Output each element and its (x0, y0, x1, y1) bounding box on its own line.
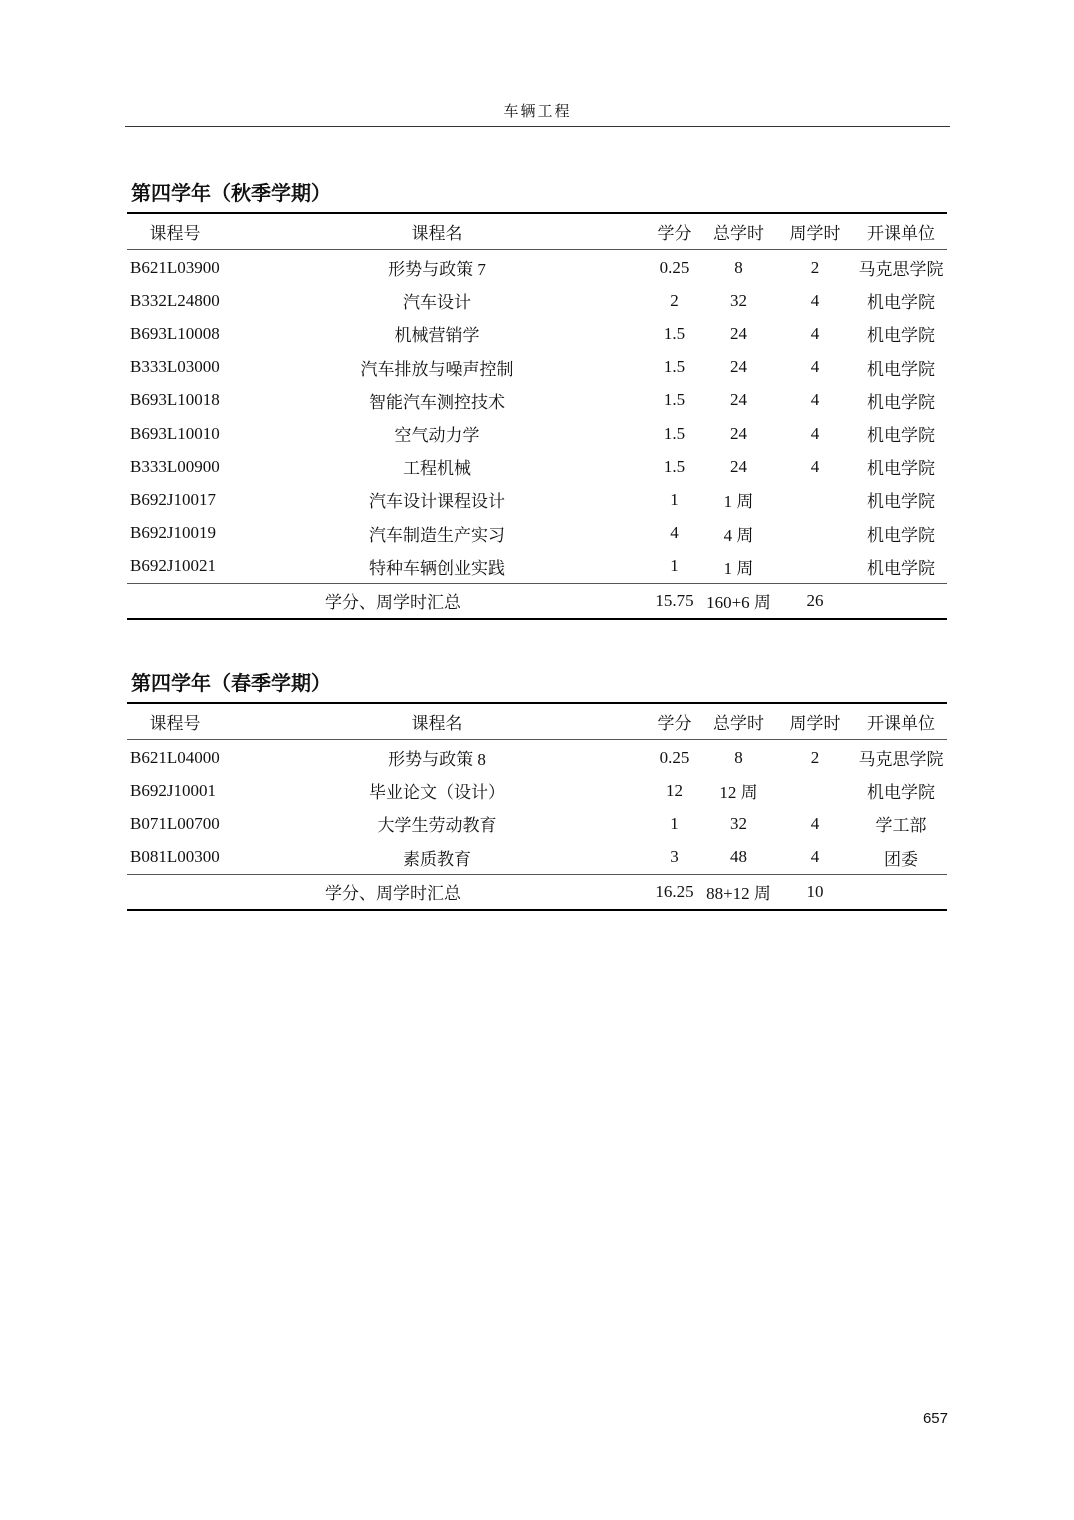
header-title: 车辆工程 (503, 104, 572, 120)
spring-table-body (127, 740, 947, 875)
cell-weekly-hours: 4 (810, 847, 820, 867)
cell-credits: 12 (666, 780, 683, 800)
cell-course-name: 汽车制造生产实习 (369, 525, 505, 545)
table-row (127, 774, 947, 807)
cell-department: 机电学院 (867, 492, 935, 512)
cell-total-hours: 1 周 (723, 492, 754, 512)
summary-department (855, 874, 947, 910)
cell-course-code: B693L10008 (130, 323, 220, 343)
cell-course-name: 汽车设计课程设计 (369, 492, 505, 512)
cell-total-hours: 48 (730, 847, 747, 867)
autumn-table-body (127, 250, 947, 584)
column-header-weekly-hours: 周学时 (789, 224, 841, 243)
cell-credits: 1 (670, 489, 679, 509)
summary-total-hours: 88+12 周 (706, 884, 771, 904)
summary-label: 学分、周学时汇总 (325, 593, 461, 613)
cell-weekly-hours (775, 483, 855, 516)
cell-total-hours: 24 (730, 456, 747, 476)
cell-department: 机电学院 (867, 326, 935, 346)
autumn-course-table (127, 212, 947, 620)
cell-course-code: B692J10001 (130, 780, 216, 800)
cell-department: 机电学院 (867, 426, 935, 446)
cell-credits: 2 (670, 290, 679, 310)
column-header-course-name: 课程名 (411, 224, 463, 243)
table-row (127, 841, 947, 875)
page-number: 657 (922, 1410, 948, 1427)
cell-course-code: B621L03900 (130, 257, 220, 277)
table-row (127, 284, 947, 317)
cell-credits: 3 (670, 847, 679, 867)
table-row (127, 317, 947, 350)
table-header-row (127, 213, 947, 250)
cell-course-code: B692J10019 (130, 523, 216, 543)
cell-total-hours: 24 (730, 357, 747, 377)
cell-total-hours: 8 (734, 257, 743, 277)
cell-weekly-hours: 2 (810, 257, 820, 277)
page-header (125, 100, 950, 127)
cell-weekly-hours: 2 (810, 747, 820, 767)
cell-weekly-hours: 4 (810, 290, 820, 310)
cell-course-code: B071L00700 (130, 813, 220, 833)
cell-weekly-hours (775, 517, 855, 550)
cell-total-hours: 24 (730, 423, 747, 443)
cell-weekly-hours: 4 (810, 423, 820, 443)
cell-course-name: 机械营销学 (394, 326, 480, 346)
cell-course-code: B333L00900 (130, 456, 220, 476)
cell-credits: 1.5 (663, 423, 686, 443)
table-row (127, 417, 947, 450)
column-header-course-name: 课程名 (411, 714, 463, 733)
cell-course-name: 汽车排放与噪声控制 (360, 359, 514, 379)
summary-total-hours: 160+6 周 (706, 593, 771, 613)
cell-total-hours: 24 (730, 390, 747, 410)
cell-course-name: 形势与政策 7 (388, 260, 486, 280)
cell-department: 机电学院 (867, 459, 935, 479)
cell-course-code: B333L03000 (130, 357, 220, 377)
column-header-total-hours: 总学时 (713, 714, 764, 733)
cell-credits: 0.25 (659, 257, 690, 277)
cell-course-code: B621L04000 (130, 747, 220, 767)
table-row (127, 740, 947, 775)
cell-course-code: B332L24800 (130, 290, 220, 310)
cell-department: 马克思学院 (858, 750, 944, 770)
table-row (127, 384, 947, 417)
spring-section-title: 第四学年（春季学期） (131, 671, 331, 695)
cell-weekly-hours: 4 (810, 456, 820, 476)
cell-total-hours: 32 (730, 813, 747, 833)
cell-department: 机电学院 (867, 783, 935, 803)
cell-total-hours: 4 周 (723, 525, 754, 545)
summary-weekly-hours: 26 (806, 590, 824, 610)
cell-course-code: B693L10010 (130, 423, 220, 443)
cell-credits: 0.25 (659, 747, 690, 767)
table-row (127, 450, 947, 483)
cell-department: 机电学院 (867, 525, 935, 545)
cell-credits: 1 (670, 556, 679, 576)
table-row (127, 250, 947, 285)
table-header-row (127, 703, 947, 740)
cell-department: 机电学院 (867, 359, 935, 379)
summary-credits: 15.75 (655, 590, 694, 610)
column-header-credits: 学分 (657, 224, 692, 243)
cell-credits: 1.5 (663, 357, 686, 377)
column-header-course-code: 课程号 (149, 714, 201, 733)
spring-summary-row (127, 874, 947, 910)
cell-department: 机电学院 (867, 558, 935, 578)
cell-total-hours: 1 周 (723, 558, 754, 578)
summary-weekly-hours: 10 (806, 881, 824, 901)
summary-label: 学分、周学时汇总 (325, 884, 461, 904)
summary-credits: 16.25 (655, 881, 694, 901)
cell-weekly-hours (775, 774, 855, 807)
cell-course-name: 智能汽车测控技术 (369, 392, 505, 412)
table-row (127, 517, 947, 550)
column-header-department: 开课单位 (867, 714, 935, 733)
cell-course-name: 汽车设计 (403, 293, 471, 313)
cell-weekly-hours (775, 550, 855, 584)
cell-course-name: 形势与政策 8 (388, 750, 486, 770)
cell-department: 机电学院 (867, 293, 935, 313)
cell-course-name: 特种车辆创业实践 (369, 558, 505, 578)
table-row (127, 807, 947, 840)
cell-weekly-hours: 4 (810, 323, 820, 343)
cell-course-name: 空气动力学 (394, 426, 480, 446)
cell-total-hours: 8 (734, 747, 743, 767)
cell-total-hours: 24 (730, 323, 747, 343)
cell-department: 学工部 (875, 816, 927, 836)
cell-course-code: B693L10018 (130, 390, 220, 410)
cell-course-code: B692J10017 (130, 489, 216, 509)
cell-department: 团委 (884, 849, 918, 869)
table-row (127, 550, 947, 584)
cell-course-name: 毕业论文（设计） (369, 783, 505, 803)
column-header-department: 开课单位 (867, 224, 935, 243)
spring-course-table (127, 702, 947, 911)
column-header-weekly-hours: 周学时 (789, 714, 841, 733)
cell-course-name: 大学生劳动教育 (377, 816, 497, 836)
cell-credits: 1.5 (663, 456, 686, 476)
cell-weekly-hours: 4 (810, 357, 820, 377)
column-header-credits: 学分 (657, 714, 692, 733)
table-row (127, 483, 947, 516)
cell-course-code: B081L00300 (130, 847, 220, 867)
cell-credits: 4 (670, 523, 679, 543)
cell-course-name: 工程机械 (403, 459, 471, 479)
cell-credits: 1.5 (663, 323, 686, 343)
cell-weekly-hours: 4 (810, 390, 820, 410)
autumn-summary-row (127, 583, 947, 619)
cell-department: 马克思学院 (858, 260, 944, 280)
cell-credits: 1 (670, 813, 679, 833)
table-row (127, 351, 947, 384)
cell-credits: 1.5 (663, 390, 686, 410)
cell-total-hours: 32 (730, 290, 747, 310)
cell-weekly-hours: 4 (810, 813, 820, 833)
cell-course-code: B692J10021 (130, 556, 216, 576)
autumn-section-title: 第四学年（秋季学期） (131, 181, 331, 205)
column-header-course-code: 课程号 (149, 224, 201, 243)
cell-total-hours: 12 周 (719, 783, 758, 803)
column-header-total-hours: 总学时 (713, 224, 764, 243)
cell-course-name: 素质教育 (403, 849, 471, 869)
summary-department (855, 583, 947, 619)
cell-department: 机电学院 (867, 392, 935, 412)
